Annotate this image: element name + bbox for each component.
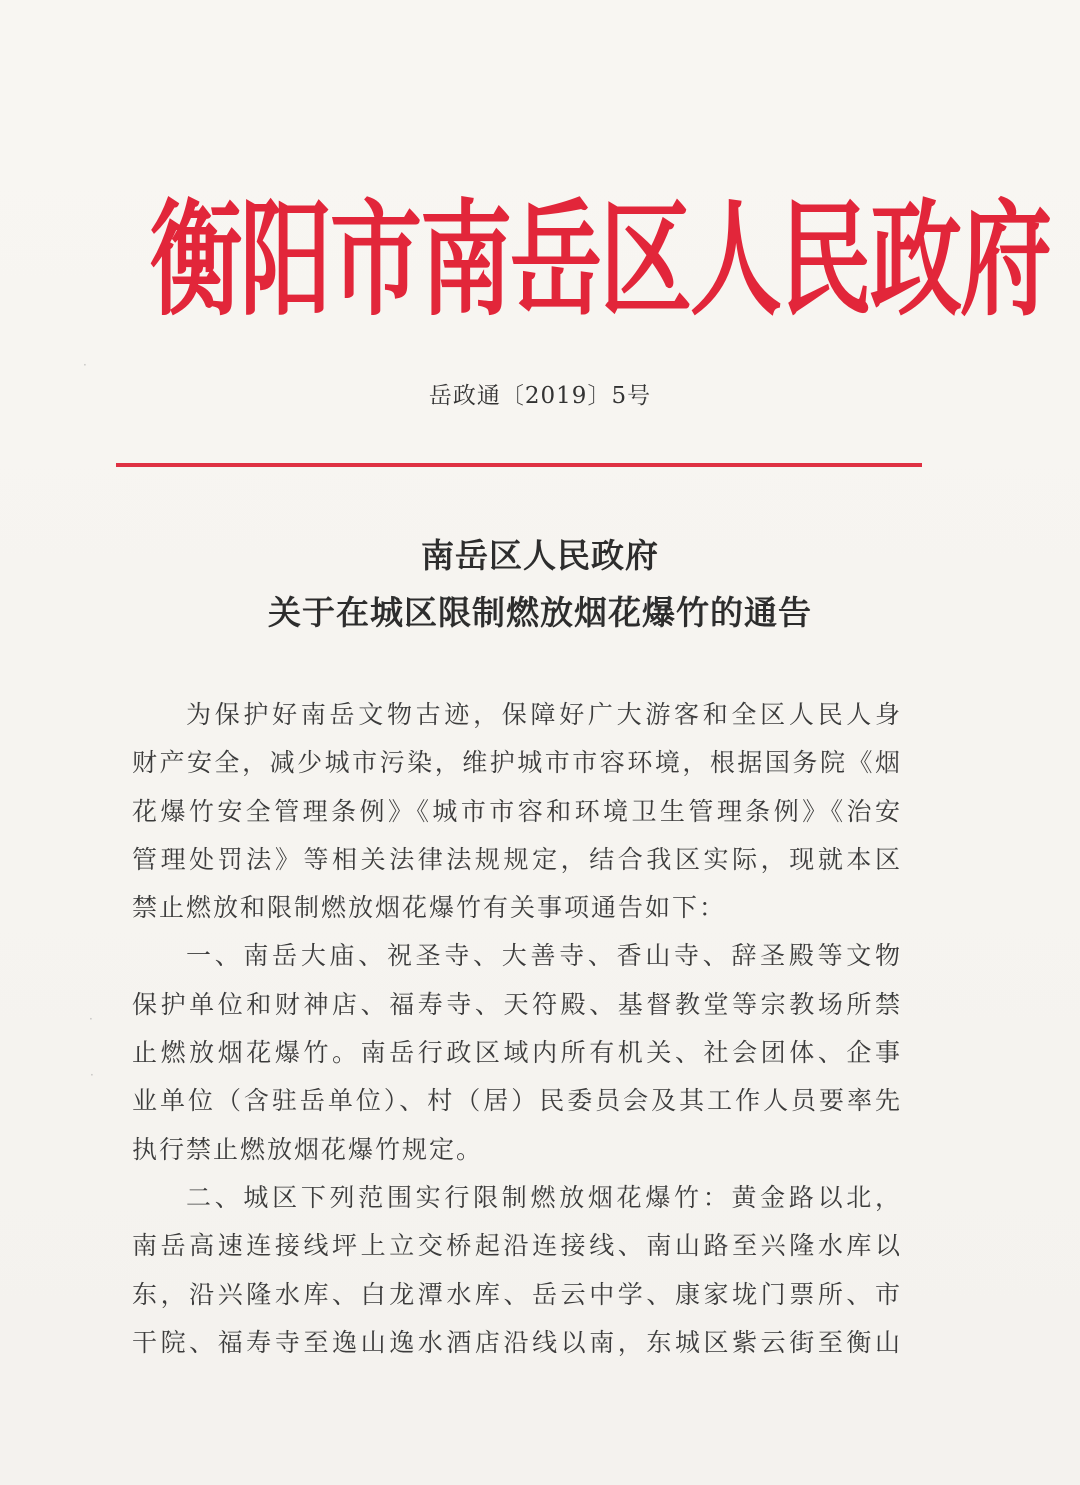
scan-speck: ·: [83, 358, 87, 372]
body-line: 保护单位和财神店、福寿寺、天符殿、基督教堂等宗教场所禁: [132, 989, 902, 1019]
scan-speck: ·: [89, 1012, 93, 1026]
red-separator-line: [116, 463, 922, 467]
document-body: [132, 691, 902, 1367]
body-line: 东，沿兴隆水库、白龙潭水库、岳云中学、康家垅门票所、市: [132, 1279, 902, 1309]
body-line: 管理处罚法》等相关法律法规规定，结合我区实际，现就本区: [132, 844, 902, 874]
document-number: 岳政通〔2019〕5号: [428, 383, 652, 409]
body-line: 止燃放烟花爆竹。南岳行政区域内所有机关、社会团体、企事: [132, 1038, 902, 1068]
title-line-2: 关于在城区限制燃放烟花爆竹的通告: [268, 593, 812, 632]
body-line: 南岳高速连接线坪上立交桥起沿连接线、南山路至兴隆水库以: [132, 1231, 902, 1261]
issuer-masthead: 衡阳市南岳区人民政府: [150, 187, 1051, 333]
body-line: 财产安全，减少城市污染，维护城市市容环境，根据国务院《烟: [132, 748, 902, 778]
body-line: 禁止燃放和限制燃放烟花爆竹有关事项通告如下：: [132, 893, 727, 923]
body-line: 干院、福寿寺至逸山逸水酒店沿线以南，东城区紫云街至衡山: [132, 1327, 902, 1357]
body-line: 二、城区下列范围实行限制燃放烟花爆竹：黄金路以北，: [186, 1182, 902, 1212]
body-line: 执行禁止燃放烟花爆竹规定。: [132, 1134, 484, 1164]
body-line: 为保护好南岳文物古迹，保障好广大游客和全区人民人身: [186, 700, 902, 729]
body-line: 一、南岳大庙、祝圣寺、大善寺、香山寺、辞圣殿等文物: [186, 941, 902, 971]
scan-speck: ·: [90, 1068, 94, 1082]
title-line-1: 南岳区人民政府: [421, 536, 659, 575]
body-line: 花爆竹安全管理条例》《城市市容和环境卫生管理条例》《治安: [132, 796, 902, 826]
body-line: 业单位（含驻岳单位）、村（居）民委员会及其工作人员要率先: [132, 1086, 902, 1116]
